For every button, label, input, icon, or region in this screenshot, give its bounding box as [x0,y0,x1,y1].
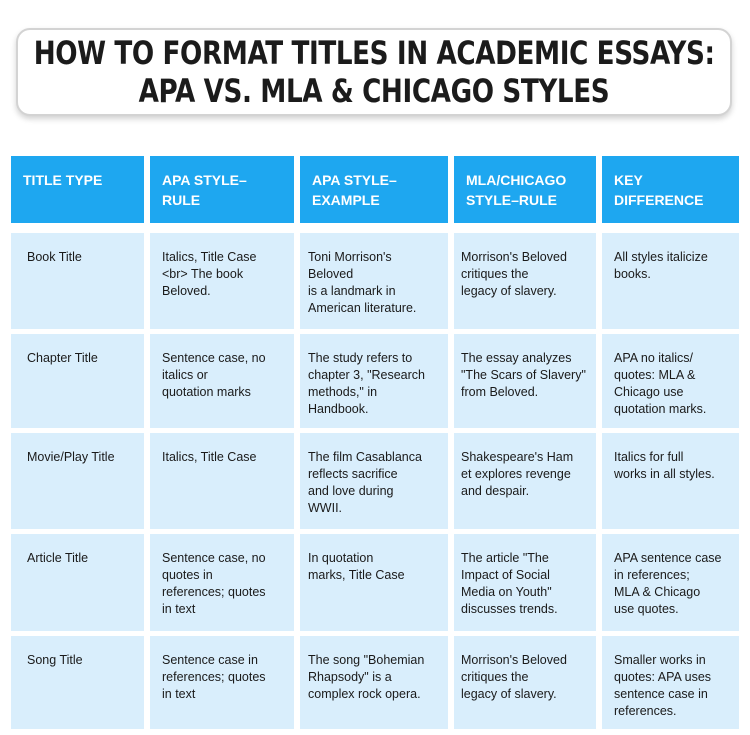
cell-text: Morrison's Beloved critiques the legacy of slavery. [461,250,567,298]
cell-article-title-mla-rule [454,534,596,631]
cell-movie-play-title-apa-rule [150,433,294,529]
cell-text: Sentence case, no italics or quotation marks [162,351,266,399]
header-key-difference: KEY DIFFERENCE [602,156,739,223]
cell-song-title-key-difference [602,636,739,729]
cell-text: All styles italicize books. [614,250,708,281]
cell-text: Toni Morrison's Beloved is a landmark in American literature. [308,250,417,315]
cell-text: Book Title [27,250,82,264]
cell-text: Song Title [27,653,83,667]
cell-movie-play-title-title-type [11,433,144,529]
cell-chapter-title-apa-rule [150,334,294,428]
cell-text: The article "The Impact of Social Media on Youth" discusses trends. [461,551,558,616]
cell-chapter-title-title-type [11,334,144,428]
cell-movie-play-title-apa-example [300,433,448,529]
cell-text: The film Casablanca reflects sacrifice and love during WWII. [308,450,422,515]
cell-book-title-mla-rule [454,233,596,329]
cell-text: Sentence case, no quotes in references; quotes in text [162,551,266,616]
title-line-1: HOW TO FORMAT TITLES IN ACADEMIC ESSAYS: [33,34,715,72]
cell-text: APA sentence case in references; MLA & Chicago use quotes. [614,551,722,616]
cell-text: The study refers to chapter 3, "Research methods," in Handbook. [308,351,425,416]
cell-book-title-key-difference [602,233,739,329]
title-line-2: APA VS. MLA & CHICAGO STYLES [138,72,610,110]
cell-chapter-title-apa-example [300,334,448,428]
cell-book-title-apa-example [300,233,448,329]
cell-song-title-apa-example [300,636,448,729]
cell-song-title-mla-rule [454,636,596,729]
cell-text: The song "Bohemian Rhapsody" is a complex rock opera. [308,653,425,701]
cell-text: In quotation marks, Title Case [308,551,405,582]
cell-article-title-title-type [11,534,144,631]
cell-text: Chapter Title [27,351,98,365]
cell-text: Article Title [27,551,89,565]
cell-text: Shakespeare's Ham et explores revenge and despair. [461,450,574,498]
cell-text: APA no italics/ quotes: MLA & Chicago use quotation marks. [614,351,707,416]
header-mla-rule: MLA/CHICAGO STYLE–RULE [454,156,596,223]
header-apa-rule: APA STYLE–RULE [150,156,294,223]
cell-article-title-apa-example [300,534,448,631]
title-banner [16,28,732,116]
cell-text: Sentence case in references; quotes in text [162,653,266,701]
cell-text: The essay analyzes "The Scars of Slavery" from Beloved. [461,351,586,399]
cell-text: Morrison's Beloved critiques the legacy of slavery. [461,653,567,701]
header-title-type: TITLE TYPE [11,156,144,223]
cell-chapter-title-mla-rule [454,334,596,428]
cell-song-title-apa-rule [150,636,294,729]
cell-book-title-title-type [11,233,144,329]
cell-article-title-key-difference [602,534,739,631]
cell-song-title-title-type [11,636,144,729]
cell-text: Smaller works in quotes: APA uses sentence case in references. [614,653,712,718]
cell-movie-play-title-mla-rule [454,433,596,529]
cell-book-title-apa-rule [150,233,294,329]
header-apa-example: APA STYLE– EXAMPLE [300,156,448,223]
cell-movie-play-title-key-difference [602,433,739,529]
cell-chapter-title-key-difference [602,334,739,428]
cell-article-title-apa-rule [150,534,294,631]
cell-text: Italics, Title Case [162,450,257,464]
cell-text: Movie/Play Title [27,450,115,464]
cell-text: Italics for full works in all styles. [614,450,715,481]
cell-text: Italics, Title Case <br> The book Beloved. [162,250,257,298]
